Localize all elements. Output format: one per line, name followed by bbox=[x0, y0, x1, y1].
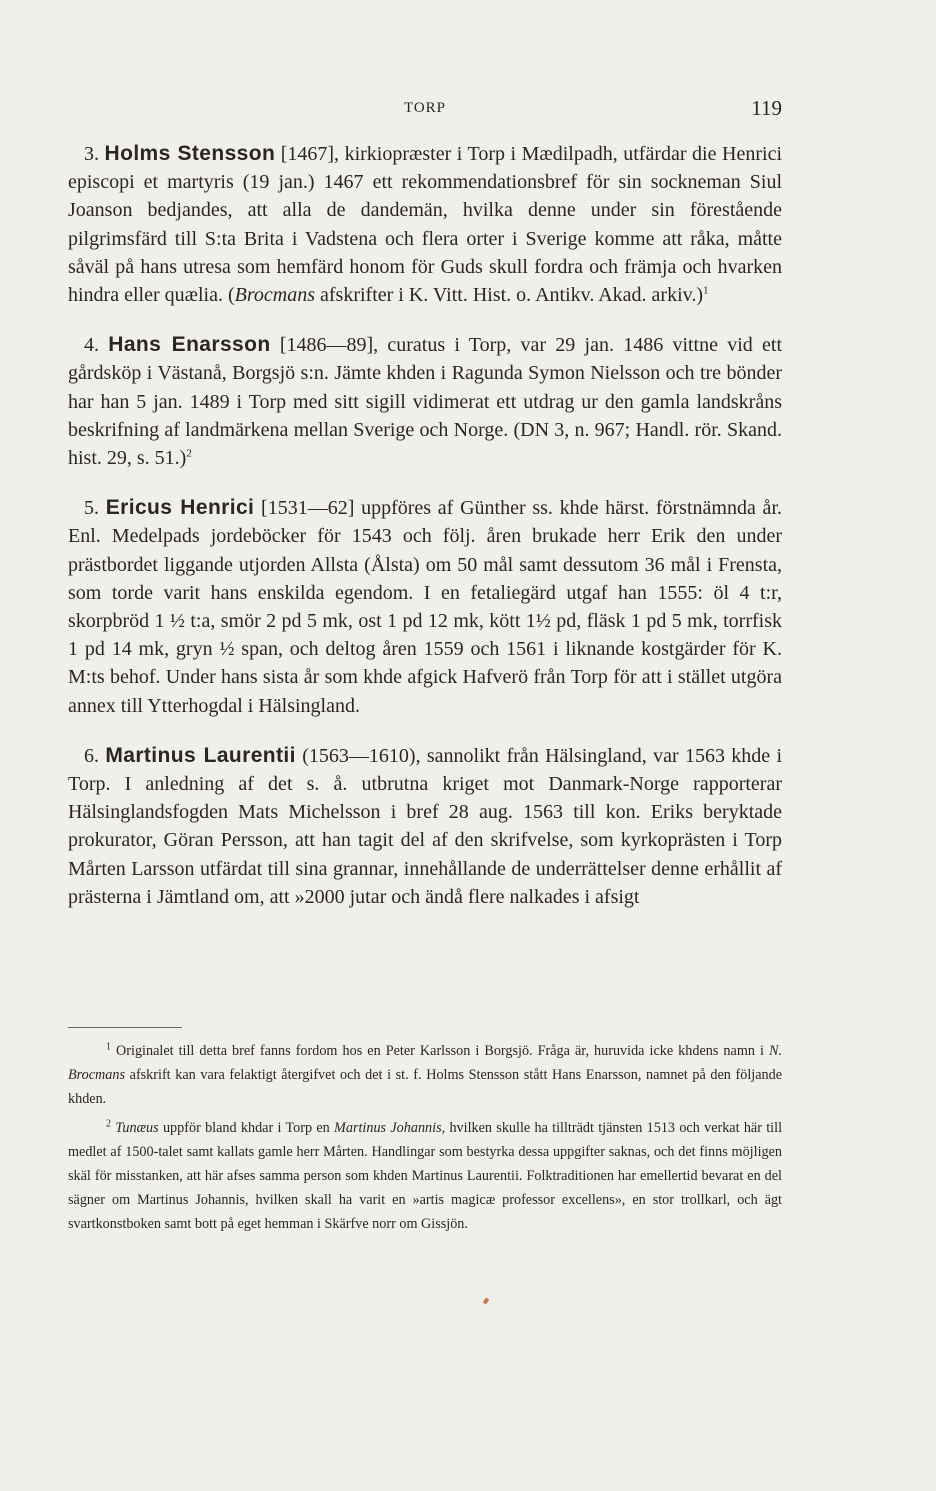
entry-text: (1563—1610), sannolikt från Hälsingland, var 1563 khde i Torp. I anledning af det s. å. utbrutna kriget mot Danmark-Norge rapporterar Hälsinglandsfogden Mats Michelsson i bref 28 aug. 1563 till kon. Eriks beryktade prokurator, Göran Persson, att han tagit del af den skrifvelse, som kyrkoprästen i Torp Mårten Larsson utfärdat till sina grannar, innehållande de underrättelser denne erhållit af prästerna i Jämtland om, att »2000 jutar och ändå flere nalkades i afsigt bbox=[68, 744, 783, 908]
ink-speck bbox=[483, 1297, 490, 1304]
entry-4 bbox=[68, 331, 782, 472]
footnote-separator bbox=[68, 1027, 182, 1028]
entries-list bbox=[68, 140, 782, 933]
footnote-mark: 2 bbox=[106, 1118, 111, 1130]
running-title: TORP bbox=[403, 100, 447, 116]
footnote-reference: 2 bbox=[186, 447, 192, 460]
footnote-text-italic: N. Brocmans bbox=[68, 1043, 782, 1083]
footnote-text-italic: Tunæus bbox=[115, 1120, 159, 1137]
footnote-text-italic: Martinus Johannis bbox=[334, 1120, 442, 1137]
footnote-text: uppför bland khdar i Torp en bbox=[158, 1120, 335, 1137]
footnote-2 bbox=[68, 1117, 782, 1236]
footnote-reference: 1 bbox=[703, 284, 709, 297]
entry-text: [1467], kirkiopræster i Torp i Mædilpadh, utfärdar die Henrici episcopi et martyris (19 jan.) 1467 ett rekommendationsbref för sin sockneman Siul Joanson bedjandes, att alla de dandemän, hvilka denne under sin förestående pilgrimsfärd till S:ta Brita i Vadstena och flera orter i Sverige komme att råka, måtte såväl på hans utresa som hemfärd honom för Guds skull fordra och främja och hvarken hindra eller quælia. ( bbox=[68, 143, 782, 307]
entry-text: [1486—89], curatus i Torp, var 29 jan. 1486 vittne vid ett gårdsköp i Västanå, Borgsjö s:n. Jämte khden i Ragunda Symon Nielsson och tre bönder har han 5 jan. 1489 i Torp med sitt sigill vidimerat ett utdrag ur den gamla landskråns beskrifning af landmärkena mellan Sverige och Norge. (DN 3, n. 967; Handl. rör. Skand. hist. 29, s. 51.) bbox=[68, 334, 783, 470]
entry-number: 5. bbox=[84, 497, 99, 520]
entry-name: Hans Enarsson bbox=[108, 333, 271, 357]
entry-name: Ericus Henrici bbox=[105, 496, 255, 520]
page-number: 119 bbox=[751, 96, 782, 120]
footnote-text: , hvilken skulle ha tillträdt tjänsten 1513 och verkat här till medlet af 1500-talet samt kallats gamle herr Mårten. Handlingar som bestyrka dessa uppgifter saknas, och det finns möjligen skäl för misstanken, att här afses samma person som khden Martinus Laurentii. Folktraditionen har emellertid bevarat en del sägner om Martinus Johannis, hvilken skall ha varit en »artis magicæ professor excellens», en stor trollkarl, och ägt svartkonstboken samt bott på eget hemman i Skärfve norr om Gissjön. bbox=[68, 1120, 783, 1232]
entry-3 bbox=[68, 140, 782, 309]
entry-text-italic: Brocmans bbox=[234, 284, 315, 307]
entry-name: Martinus Laurentii bbox=[105, 743, 296, 767]
entry-name: Holms Stensson bbox=[104, 142, 276, 165]
footnote-1 bbox=[68, 1040, 782, 1111]
footnote-text: Originalet till detta bref fanns fordom hos en Peter Karlsson i Borgsjö. Fråga är, huruvida icke khdens namn i bbox=[116, 1043, 769, 1059]
entry-number: 4. bbox=[84, 334, 99, 357]
entry-number: 6. bbox=[84, 744, 99, 767]
entry-number: 3. bbox=[84, 143, 99, 165]
entry-5 bbox=[68, 494, 782, 720]
page-header bbox=[68, 96, 782, 122]
entry-text: afskrifter i K. Vitt. Hist. o. Antikv. Akad. arkiv.) bbox=[315, 284, 704, 307]
entry-text: [1531—62] uppföres af Günther ss. khde härst. förstnämnda år. Enl. Medelpads jordeböcker för 1543 och följ. åren brukade herr Erik den under prästbordet liggande utjorden Allsta (Ålsta) om 50 mål samt dessutom 36 mål i Frensta, som torde varit hans enskilda egendom. I en fetaliegärd utgaf han 1555: öl 4 t:r, skorpbröd 1 ½ t:a, smör 2 pd 5 mk, ost 1 pd 12 mk, kött 1½ pd, fläsk 1 pd 5 mk, torrfisk 1 pd 14 mk, gryn ½ span, och deltog åren 1559 och 1561 i liknande kostgärder för K. M:ts behof. Under hans sista år som khde afgick Hafverö från Torp för att i stället utgöra annex till Ytterhogdal i Hälsingland. bbox=[68, 497, 782, 717]
footnotes bbox=[68, 1040, 782, 1242]
entry-6 bbox=[68, 742, 782, 911]
footnote-text: afskrift kan vara felaktigt återgifvet och det i st. f. Holms Stensson stått Hans Enarsson, namnet på den följande khden. bbox=[68, 1066, 782, 1107]
footnote-mark: 1 bbox=[106, 1041, 111, 1053]
